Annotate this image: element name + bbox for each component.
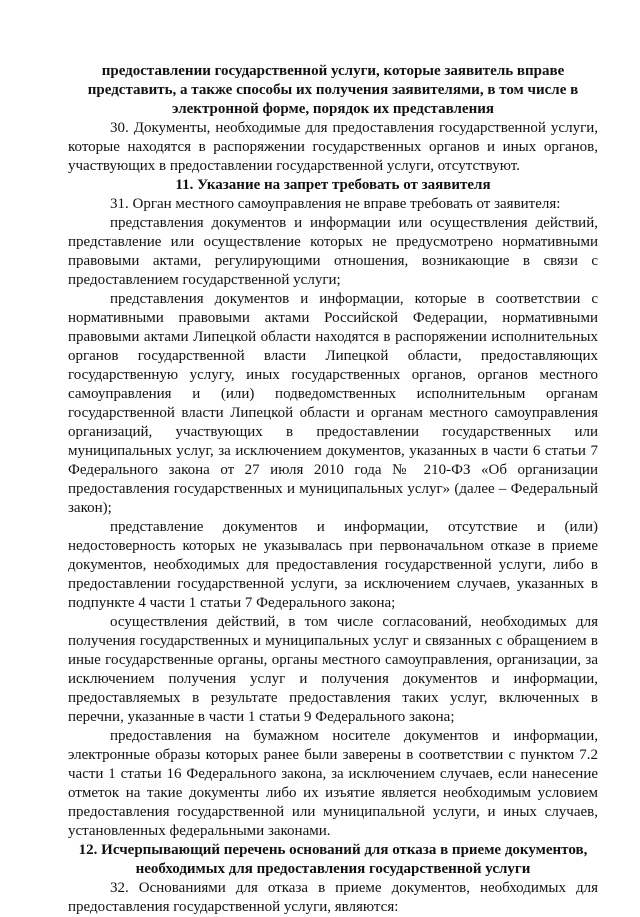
- section-11-heading: 11. Указание на запрет требовать от заявителя: [175, 177, 491, 193]
- paragraph-31-intro: 31. Орган местного самоуправления не вправе требовать от заявителя:: [110, 196, 561, 212]
- paragraph-31-item-5: предоставления на бумажном носителе документов и информации, электронные образы которых ранее были заверены в соответствии с пунктом 7.2 части 1 статьи 16 Федерального закона, за исключением случаев, если нанесение отметок на такие документы либо их изъятие является необходимым условием предоставления государственной или муниципальной услуги, и иных случаев, установленных федеральными законами.: [68, 728, 598, 839]
- paragraph-31-item-4: осуществления действий, в том числе согласований, необходимых для получения государственных и муниципальных услуг и связанных с обращением в иные государственные органы, органы местного самоуправления, организации, за исключением получения услуг и получения документов и информации, предоставляемых в результате предоставления таких услуг, включенных в перечни, указанные в части 1 статьи 9 Федерального закона;: [68, 614, 598, 725]
- document-page: [68, 62, 598, 917]
- paragraph-32: 32. Основаниями для отказа в приеме документов, необходимых для предоставления государственной услуги, являются:: [68, 880, 598, 915]
- section-12-heading: 12. Исчерпывающий перечень оснований для отказа в приеме документов, необходимых для предоставления государственной услуги: [78, 842, 588, 877]
- paragraph-31-item-3: представление документов и информации, отсутствие и (или) недостоверность которых не указывалась при первоначальном отказе в приеме документов, необходимых для предоставления государственной услуги, либо в предоставлении государственной услуги, за исключением случаев, указанных в подпункте 4 части 1 статьи 7 Федерального закона;: [68, 519, 598, 611]
- paragraph-31-item-1: представления документов и информации или осуществления действий, представление или осуществление которых не предусмотрено нормативными правовыми актами, регулирующими отношения, возникающие в связи с предоставлением государственной услуги;: [68, 215, 598, 288]
- paragraph-31-item-2: представления документов и информации, которые в соответствии с нормативными правовыми актами Российской Федерации, нормативными правовыми актами Липецкой области находятся в распоряжении исполнительных органов государственной власти Липецкой области, предоставляющих государственную услугу, иных государственных органов, органов местного самоуправления и (или) подведомственных исполнительным органам государственной власти Липецкой области и органам местного самоуправления организаций, участвующих в предоставлении государственных или муниципальных услуг, за исключением документов, указанных в части 6 статьи 7 Федерального закона от 27 июля 2010 года № 210-ФЗ «Об организации предоставления государственных и муниципальных услуг» (далее – Федеральный закон);: [68, 291, 598, 516]
- paragraph-30: 30. Документы, необходимые для предоставления государственной услуги, которые находятся в распоряжении государственных органов и иных органов, участвующих в предоставлении государственной услуги, отсутствуют.: [68, 120, 598, 174]
- section-heading-continuation: предоставлении государственной услуги, которые заявитель вправе представить, а также способы их получения заявителями, в том числе в электронной форме, порядок их представления: [87, 63, 579, 117]
